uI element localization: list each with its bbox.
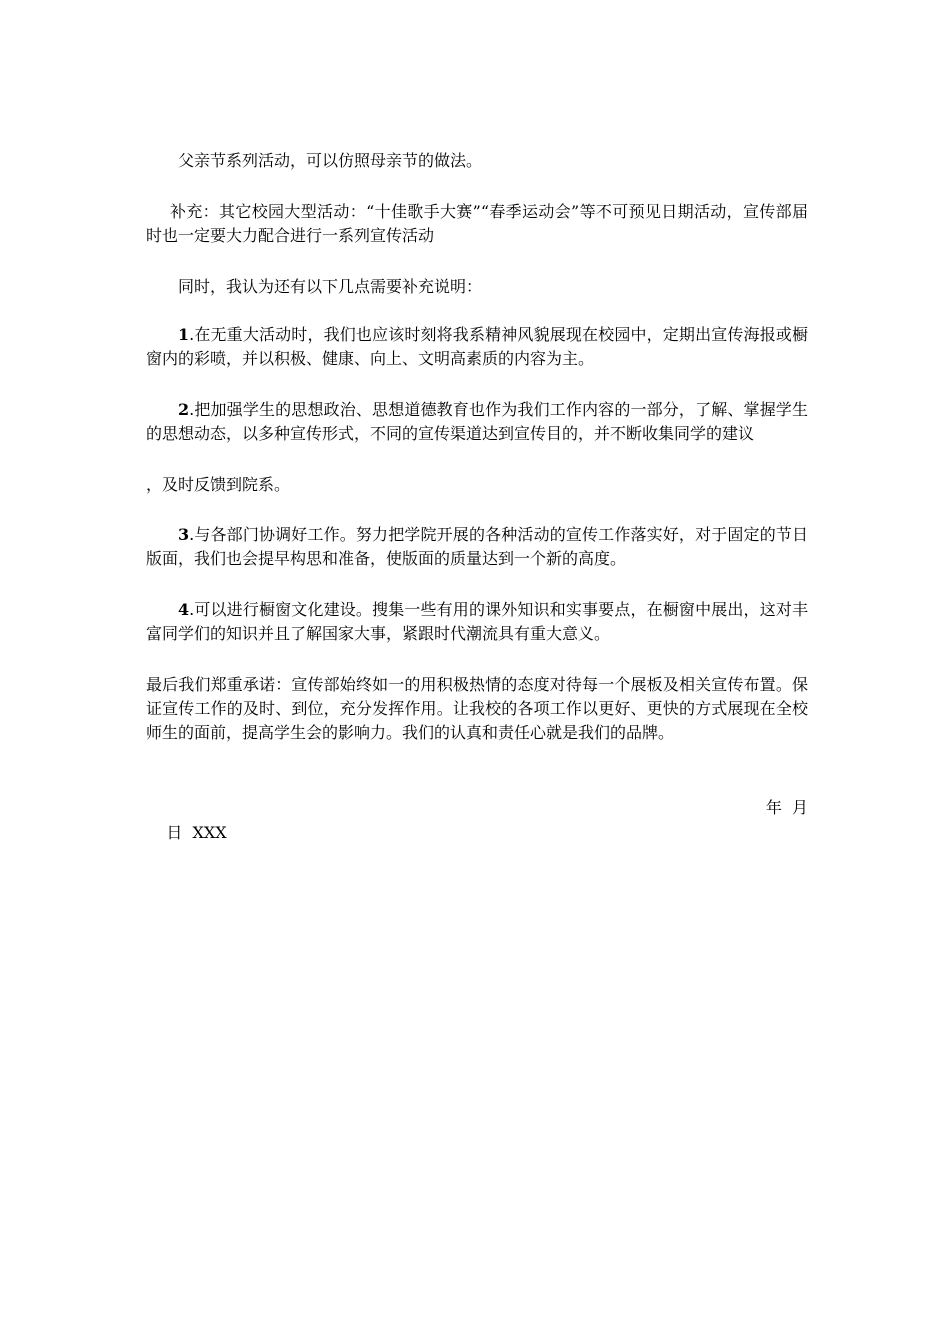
paragraph-supplement <box>146 200 808 248</box>
paragraph-text: 补充：其它校园大型活动：“十佳歌手大赛”“春季运动会”等不可预见日期活动，宣传部届时也一定要大力配合进行一系列宣传活动 <box>146 202 808 245</box>
item-text: .把加强学生的思想政治、思想道德教育也作为我们工作内容的一部分，了解、掌握学生的思想动态，以多种宣传形式，不同的宣传渠道达到宣传目的，并不断收集同学的建议 <box>146 400 808 443</box>
list-item-2-continued <box>146 473 808 497</box>
item-text: .在无重大活动时，我们也应该时刻将我系精神风貌展现在校园中，定期出宣传海报或橱窗内的彩喷，并以积极、健康、向上、文明高素质的内容为主。 <box>146 325 808 368</box>
item-text: ，及时反馈到院系。 <box>146 475 291 494</box>
item-number: 2 <box>178 400 190 419</box>
signature-line <box>146 797 808 869</box>
signature-text: 日 XXX <box>166 823 227 842</box>
list-item-2 <box>146 398 808 446</box>
paragraph-text: 同时，我认为还有以下几点需要补充说明： <box>178 277 483 296</box>
list-item-4 <box>146 598 808 646</box>
item-text: .可以进行橱窗文化建设。搜集一些有用的课外知识和实事要点，在橱窗中展出，这对丰富同学们的知识并且了解国家大事，紧跟时代潮流具有重大意义。 <box>146 600 808 643</box>
item-number: 4 <box>178 600 190 619</box>
paragraph-fathers-day <box>146 149 808 173</box>
paragraph-text: 父亲节系列活动，可以仿照母亲节的做法。 <box>178 151 483 170</box>
date-text: 年 月 <box>765 798 808 817</box>
list-item-3 <box>146 523 808 571</box>
paragraph-closing <box>146 673 808 745</box>
item-number: 3 <box>178 525 190 544</box>
paragraph-text: 最后我们郑重承诺：宣传部始终如一的用积极热情的态度对待每一个展板及相关宣传布置。保证宣传工作的及时、到位，充分发挥作用。让我校的各项工作以更好、更快的方式展现在全校师生的面前，提高学生会的影响力。我们的认真和责任心就是我们的品牌。 <box>146 675 808 742</box>
paragraph-intro <box>146 275 808 299</box>
list-item-1 <box>146 323 808 371</box>
item-text: .与各部门协调好工作。努力把学院开展的各种活动的宣传工作落实好，对于固定的节日版面，我们也会提早构思和准备，使版面的质量达到一个新的高度。 <box>146 525 808 568</box>
item-number: 1 <box>178 325 190 344</box>
